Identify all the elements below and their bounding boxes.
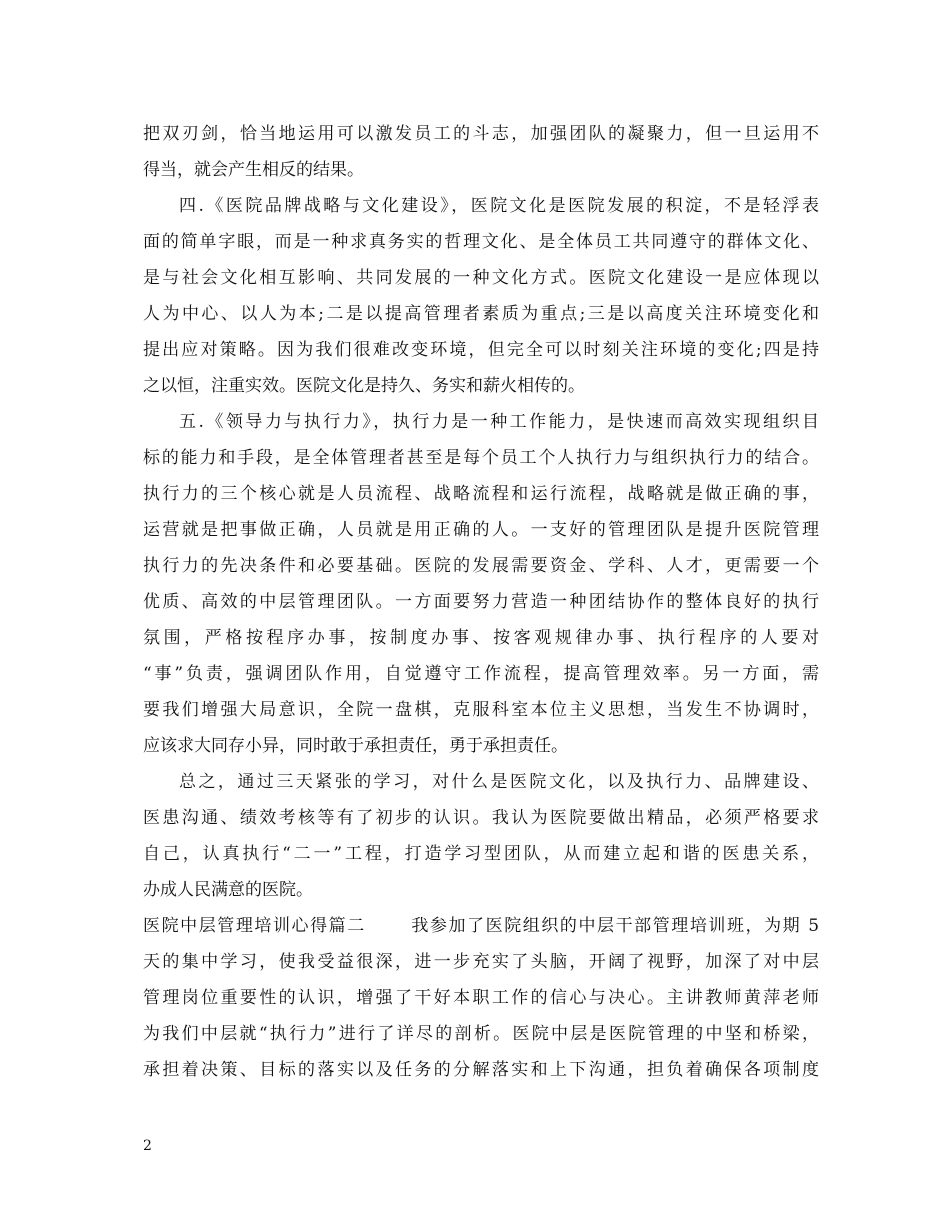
text-line: 之以恒，注重实效。医院文化是持久、务实和薪火相传的。 <box>143 376 585 396</box>
text-line: 五.《领导力与执行力》，执行力是一种工作能力，是快速而高效实现组织目 <box>179 412 819 432</box>
text-line: 应该求大同存小异，同时敢于承担责任，勇于承担责任。 <box>143 736 568 756</box>
section-title: 医院中层管理培训心得篇二 <box>143 916 366 936</box>
text-line: 管理岗位重要性的认识，增强了干好本职工作的信心与决心。主讲教师黄萍老师 <box>143 988 819 1008</box>
text-line: 天的集中学习，使我受益很深，进一步充实了头脑，开阔了视野，加深了对中层 <box>143 952 819 972</box>
text-line: 优质、高效的中层管理团队。一方面要努力营造一种团结协作的整体良好的执行 <box>143 592 819 612</box>
page-number: 2 <box>143 1138 152 1154</box>
text-line: 得当，就会产生相反的结果。 <box>143 160 364 180</box>
text-line: 氛围，严格按程序办事，按制度办事、按客观规律办事、执行程序的人要对 <box>143 628 819 648</box>
text-line: 人为中心、以人为本;二是以提高管理者素质为重点;三是以高度关注环境变化和 <box>143 304 819 324</box>
text-line: 执行力的先决条件和必要基础。医院的发展需要资金、学科、人才，更需要一个 <box>143 556 819 576</box>
text-line: 面的简单字眼，而是一种求真务实的哲理文化、是全体员工共同遵守的群体文化、 <box>143 232 819 252</box>
paragraph-block-continued <box>143 944 823 1088</box>
text-line: 要我们增强大局意识，全院一盘棋，克服科室本位主义思想，当发生不协调时， <box>143 700 819 720</box>
text-line: 是与社会文化相互影响、共同发展的一种文化方式。医院文化建设一是应体现以 <box>143 268 819 288</box>
text-line: 自己，认真执行“二一”工程，打造学习型团队，从而建立起和谐的医患关系， <box>143 844 819 864</box>
text-line: 办成人民满意的医院。 <box>143 880 313 900</box>
text-line: 运营就是把事做正确，人员就是用正确的人。一支好的管理团队是提升医院管理 <box>143 520 819 540</box>
text-line: 四.《医院品牌战略与文化建设》，医院文化是医院发展的积淀，不是轻浮表 <box>179 196 819 216</box>
text-line: 提出应对策略。因为我们很难改变环境，但完全可以时刻关注环境的变化;四是持 <box>143 340 819 360</box>
text-line: 总之，通过三天紧张的学习，对什么是医院文化，以及执行力、品牌建设、 <box>179 772 819 792</box>
text-line: 标的能力和手段，是全体管理者甚至是每个员工个人执行力与组织执行力的结合。 <box>143 448 819 468</box>
text-line: 承担着决策、目标的落实以及任务的分解落实和上下沟通，担负着确保各项制度 <box>143 1060 819 1080</box>
section-lead-text: 我参加了医院组织的中层干部管理培训班，为期 5 <box>409 916 820 936</box>
text-line: 为我们中层就“执行力”进行了详尽的剖析。医院中层是医院管理的中坚和桥梁， <box>143 1024 819 1044</box>
document-body <box>143 116 823 1088</box>
text-line: 医患沟通、绩效考核等有了初步的认识。我认为医院要做出精品，必须严格要求 <box>143 808 819 828</box>
text-line: “事”负责，强调团队作用，自觉遵守工作流程，提高管理效率。另一方面，需 <box>143 664 819 684</box>
section-heading-line <box>143 908 819 944</box>
text-line: 把双刃剑，恰当地运用可以激发员工的斗志，加强团队的凝聚力，但一旦运用不 <box>143 124 819 144</box>
text-line: 执行力的三个核心就是人员流程、战略流程和运行流程，战略就是做正确的事， <box>143 484 819 504</box>
paragraph-block <box>143 116 823 908</box>
